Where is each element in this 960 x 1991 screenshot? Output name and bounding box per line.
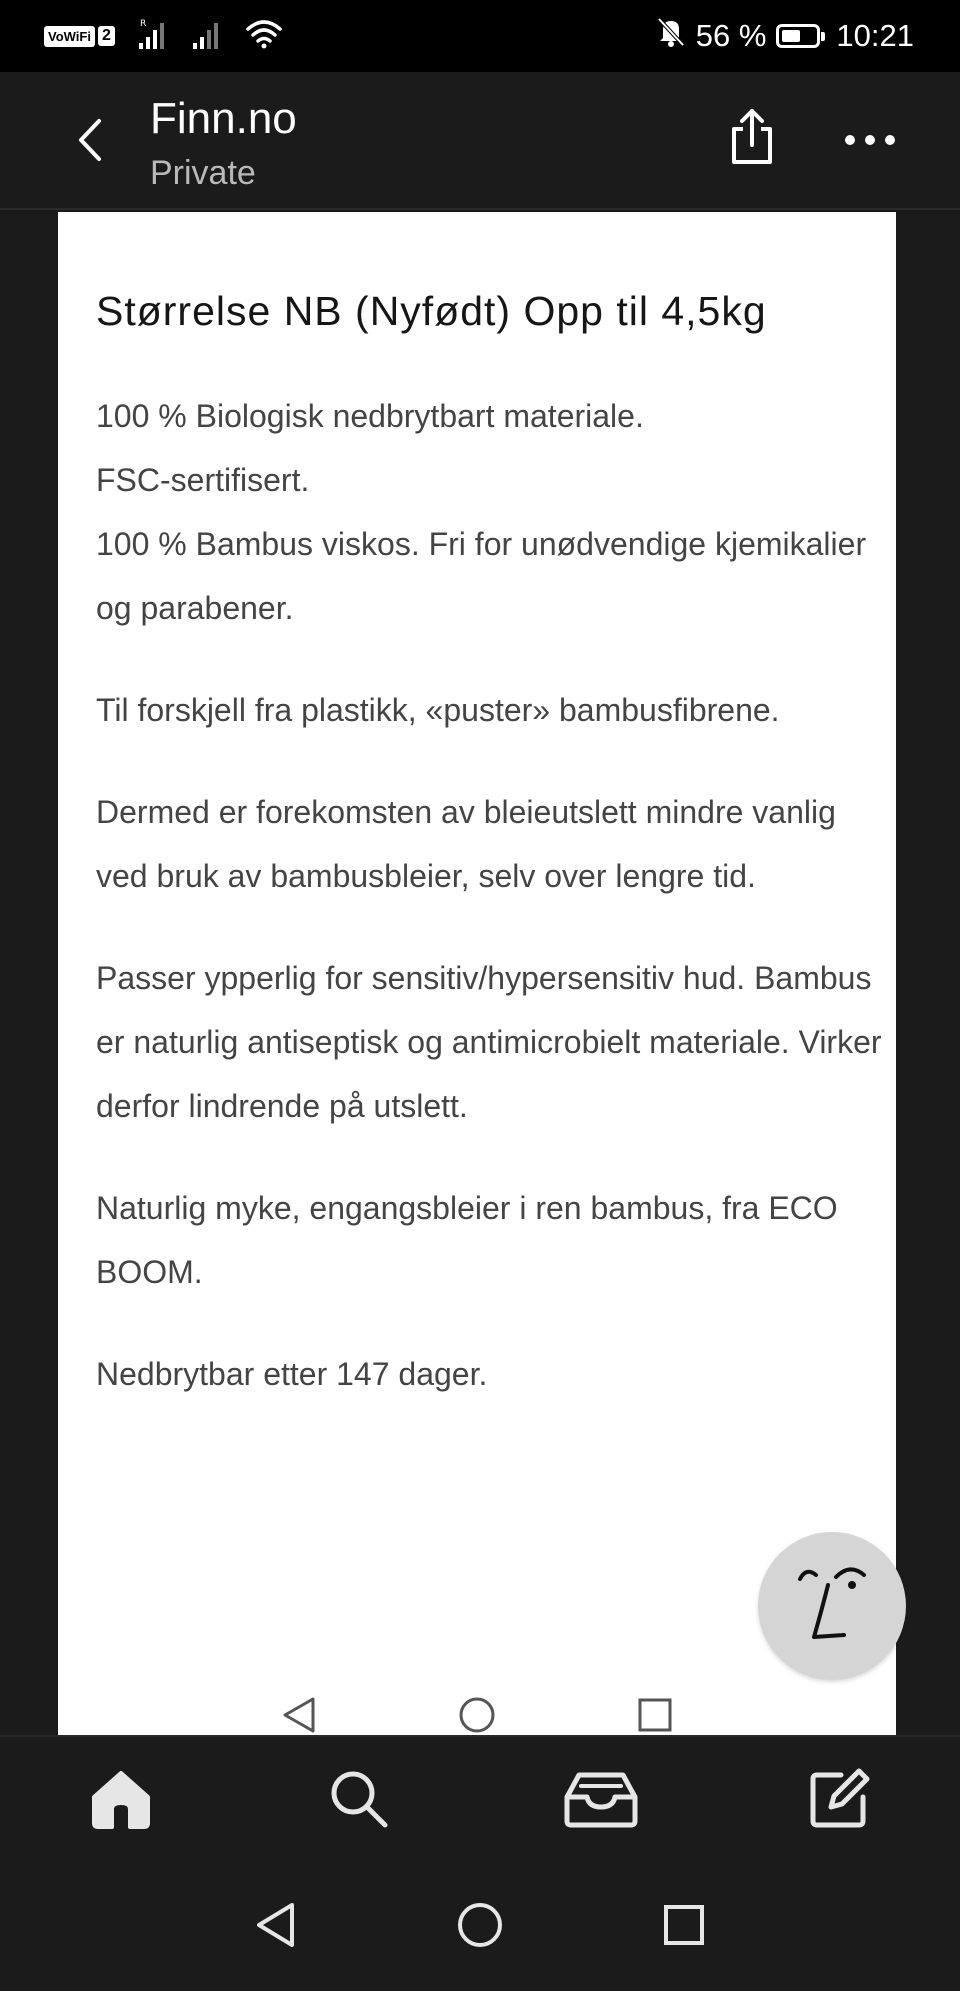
description-paragraph: Naturlig myke, engangsbleier i ren bambus, fra ECO BOOM. [96,1190,838,1290]
vowifi-label: VoWiFi [44,26,95,47]
battery-fill [782,30,800,42]
inbox-icon [563,1769,639,1834]
tab-post-ad[interactable] [794,1761,884,1841]
battery-percent: 56 % [695,18,767,53]
system-recents-button[interactable] [654,1897,714,1957]
system-home-button[interactable] [450,1897,510,1957]
app-header [0,72,960,210]
page-title: Finn.no [150,94,297,143]
svg-text:R: R [139,18,147,29]
back-triangle-icon [274,1690,324,1740]
assistant-face-icon [792,1559,872,1654]
clock: 10:21 [836,18,914,53]
share-icon [728,107,776,172]
home-icon [86,1767,156,1836]
home-circle-icon [456,1901,504,1954]
description-paragraph: Dermed er forekomsten av bleieutslett mindre vanlig ved bruk av bambusbleier, selv over lengre tid. [96,794,836,894]
search-icon [327,1767,391,1836]
recents-square-icon [630,1690,680,1740]
page-subtitle: Private [150,154,256,192]
vowifi-indicator [44,26,115,47]
more-options-button[interactable] [836,116,904,168]
tab-search[interactable] [314,1761,404,1841]
description-paragraph: Passer ypperlig for sensitiv/hypersensitiv hud. Bambus er naturlig antiseptisk og antimicrobielt materiale. Virker derfor lindrende på utslett. [96,960,882,1124]
bottom-tab-bar [0,1735,960,1865]
status-bar [0,0,960,72]
signal-icon [137,17,169,56]
listing-description [96,384,886,1444]
sim-label: 2 [98,26,115,46]
battery-icon [776,24,820,48]
status-left [44,0,283,72]
status-right [656,0,914,72]
back-arrow-icon [75,117,105,168]
recents-square-icon [662,1903,706,1952]
system-back-button[interactable] [246,1897,306,1957]
listing-content [58,212,896,1735]
wifi-icon [245,18,283,55]
listing-heading: Størrelse NB (Nyfødt) Opp til 4,5kg [96,288,767,334]
assistant-button[interactable] [758,1532,906,1680]
back-button[interactable] [66,110,114,174]
home-circle-icon [452,1690,502,1740]
edit-icon [807,1767,871,1836]
bell-muted-icon [656,16,686,56]
system-nav-bar [0,1865,960,1991]
description-paragraph: Nedbrytbar etter 147 dager. [96,1356,488,1392]
share-button[interactable] [722,102,782,176]
description-paragraph: 100 % Biologisk nedbrytbart materiale. FSC-sertifisert. 100 % Bambus viskos. Fri for unødvendige kjemikalier og parabener. [96,398,867,626]
more-dots-icon [844,133,896,151]
description-paragraph: Til forskjell fra plastikk, «puster» bambusfibrene. [96,692,780,728]
tab-home[interactable] [76,1761,166,1841]
back-triangle-icon [254,1901,298,1954]
signal-icon [191,17,223,56]
tab-inbox[interactable] [556,1761,646,1841]
